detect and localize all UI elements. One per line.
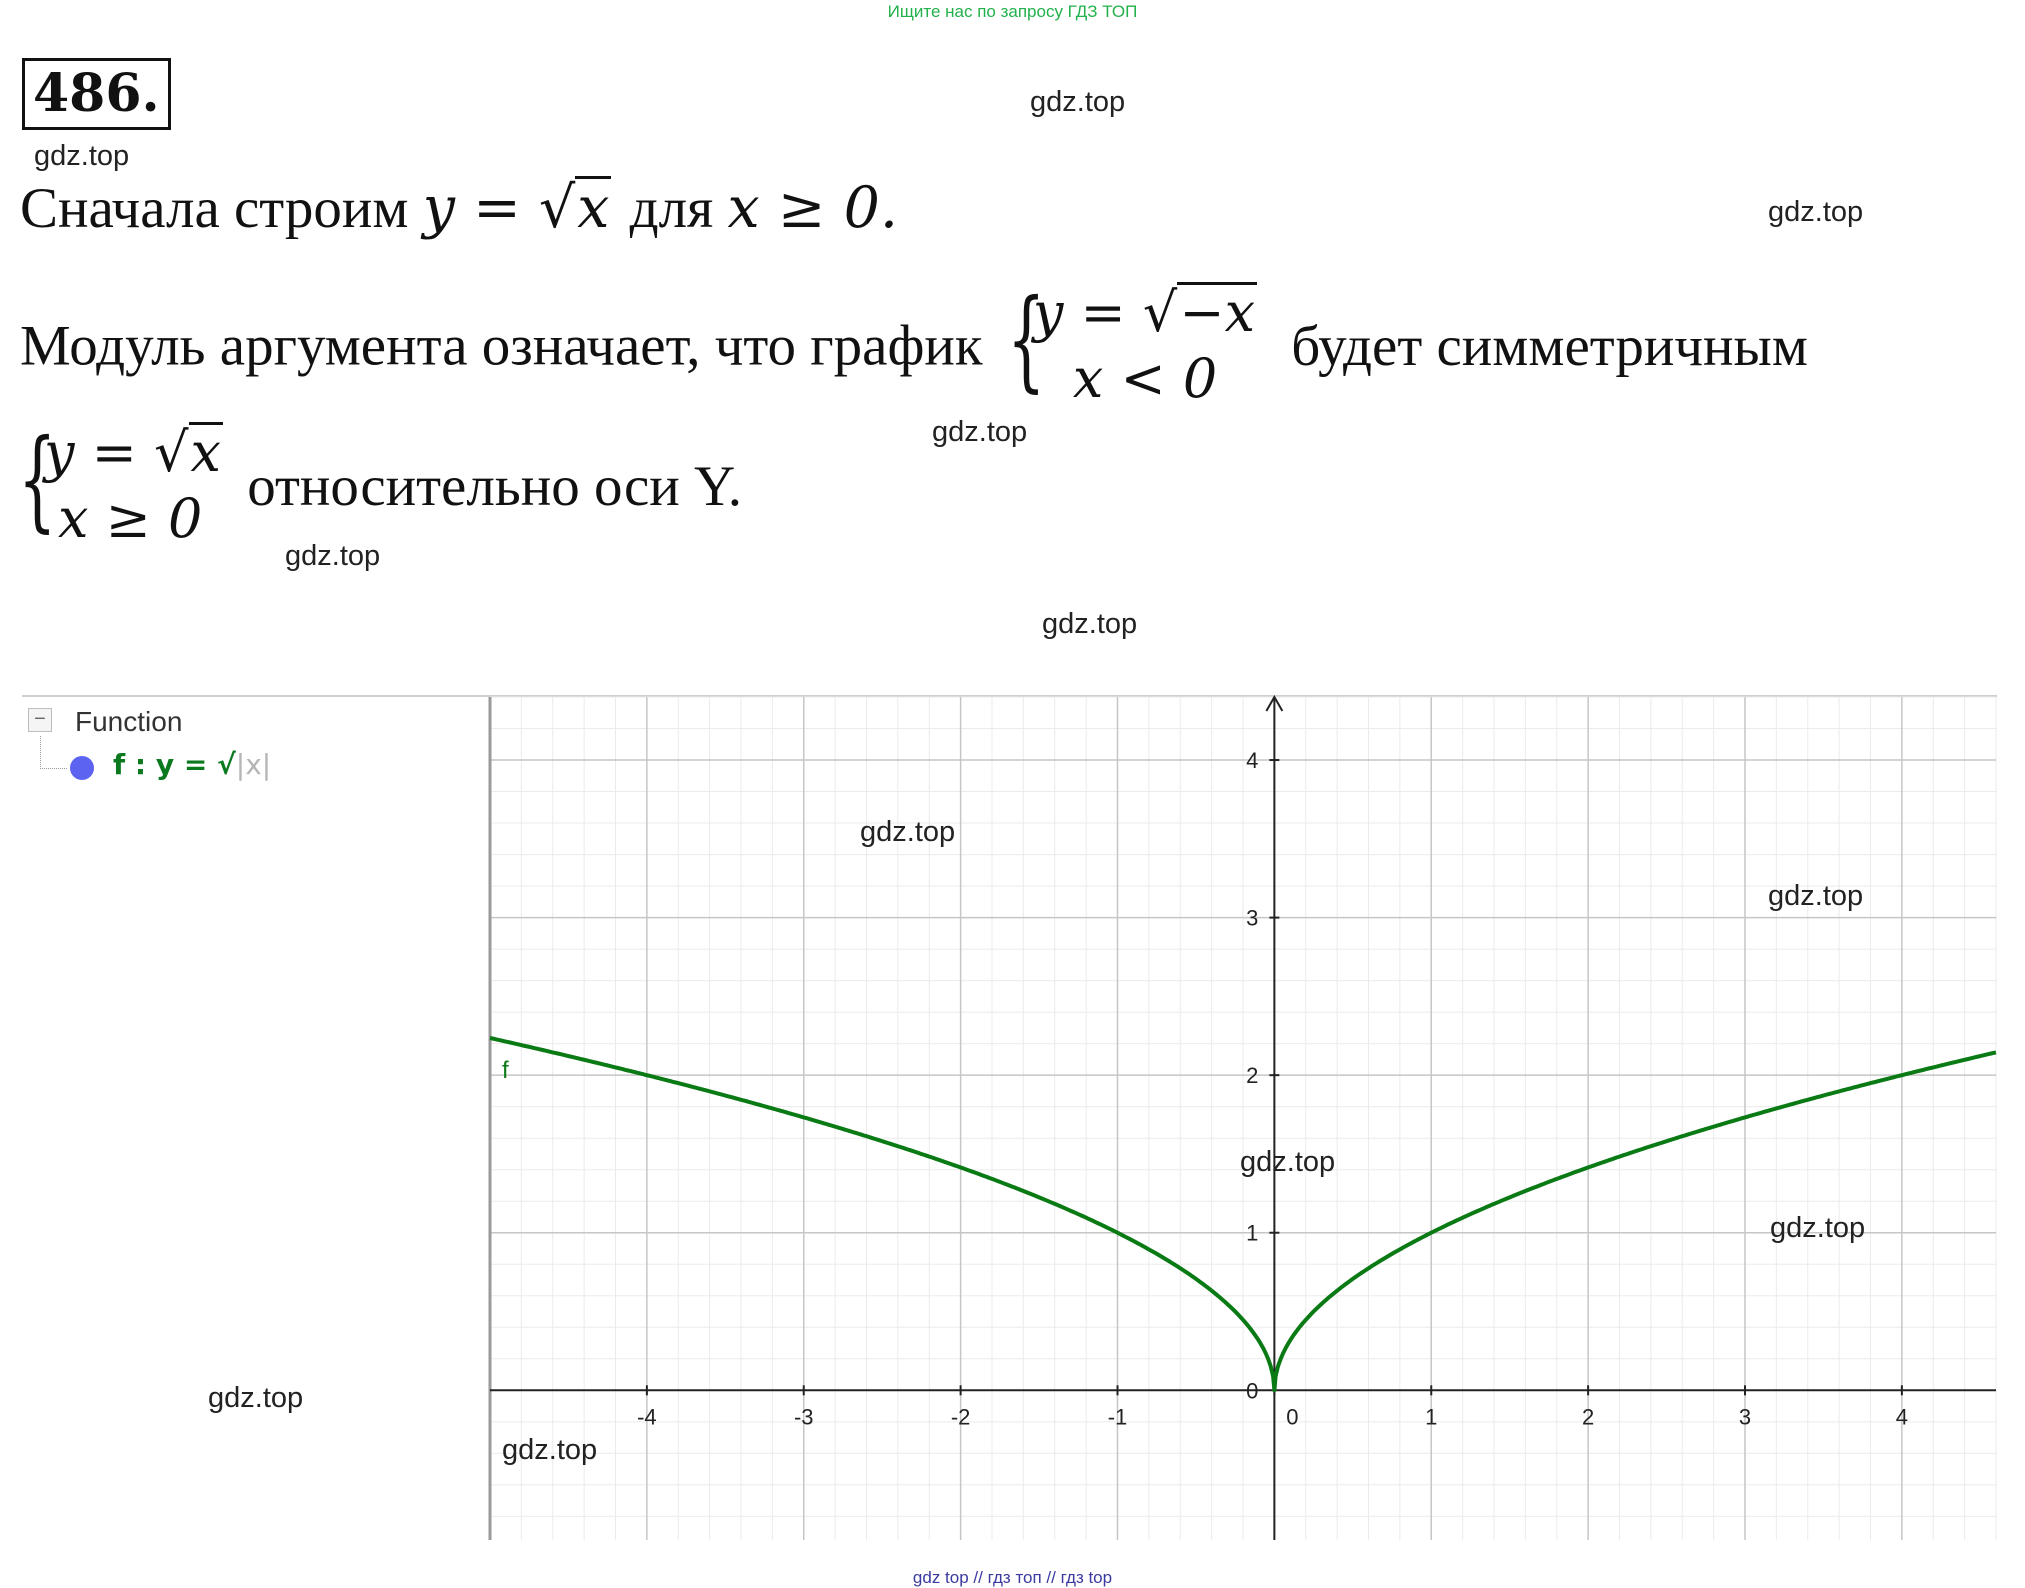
system2-row2: x ≥ 0	[44, 486, 223, 552]
line1-eq-equals: =	[473, 175, 521, 241]
sqrt-symbol: √x	[539, 175, 611, 241]
curve-label: f	[502, 1057, 509, 1084]
line3-suffix: относительно оси Y.	[247, 455, 742, 518]
function-definition-lhs: f : y =	[113, 748, 207, 781]
watermark: gdz.top	[208, 1382, 303, 1415]
search-banner: Ищите нас по запросу ГДЗ ТОП	[0, 2, 2025, 22]
x-tick-label: -4	[637, 1404, 657, 1429]
x-tick-label: 1	[1425, 1404, 1437, 1429]
x-tick-label: 4	[1896, 1404, 1908, 1429]
x-tick-label: -1	[1108, 1404, 1128, 1429]
system1-row1-lhs: y =	[1033, 281, 1126, 344]
watermark: gdz.top	[502, 1434, 597, 1467]
line1-eq-y: y	[423, 175, 455, 241]
collapse-toggle-icon[interactable]: −	[28, 708, 52, 732]
x-tick-label: -3	[794, 1404, 814, 1429]
watermark: gdz.top	[1770, 1212, 1865, 1245]
watermark: gdz.top	[34, 140, 129, 173]
line2-prefix: Модуль аргумента означает, что график	[20, 315, 983, 378]
watermark: gdz.top	[1768, 880, 1863, 913]
function-argument: |x|	[236, 748, 271, 781]
line1-condition: x ≥ 0.	[727, 175, 898, 241]
left-brace: {	[18, 424, 57, 534]
watermark: gdz.top	[860, 816, 955, 849]
line1-prefix: Сначала строим	[20, 177, 408, 240]
function-section-header: Function	[75, 706, 182, 738]
line1-middle: для	[630, 177, 714, 240]
y-tick-label: 0	[1246, 1378, 1258, 1403]
x-tick-label: 2	[1582, 1404, 1594, 1429]
system1-row2: x < 0	[1033, 346, 1257, 412]
x-tick-label: 0	[1286, 1404, 1298, 1429]
y-tick-label: 4	[1246, 748, 1258, 773]
line1-radicand: x	[575, 176, 611, 239]
watermark: gdz.top	[1768, 196, 1863, 229]
sqrt-symbol: √−x	[1143, 280, 1257, 346]
watermark: gdz.top	[1042, 608, 1137, 641]
problem-number: 486.	[22, 58, 171, 130]
minor-grid	[490, 697, 1996, 1540]
system2-row1-lhs: y =	[44, 421, 137, 484]
left-brace: {	[1007, 284, 1046, 394]
y-tick-label: 2	[1246, 1063, 1258, 1088]
watermark: gdz.top	[285, 540, 380, 573]
x-tick-label: 3	[1739, 1404, 1751, 1429]
y-tick-label: 3	[1246, 906, 1258, 931]
watermark: gdz.top	[1030, 86, 1125, 119]
system2-radicand: x	[189, 422, 223, 482]
footer: gdz top // гдз топ // гдз top	[0, 1568, 2025, 1588]
x-tick-label: -2	[951, 1404, 971, 1429]
sqrt-symbol: √	[217, 748, 236, 781]
y-tick-label: 1	[1246, 1221, 1258, 1246]
system1-radicand: −x	[1177, 282, 1257, 342]
watermark: gdz.top	[932, 416, 1027, 449]
sqrt-symbol: √x	[154, 420, 223, 486]
line2-suffix: будет симметричным	[1291, 315, 1808, 378]
watermark: gdz.top	[1240, 1146, 1335, 1179]
